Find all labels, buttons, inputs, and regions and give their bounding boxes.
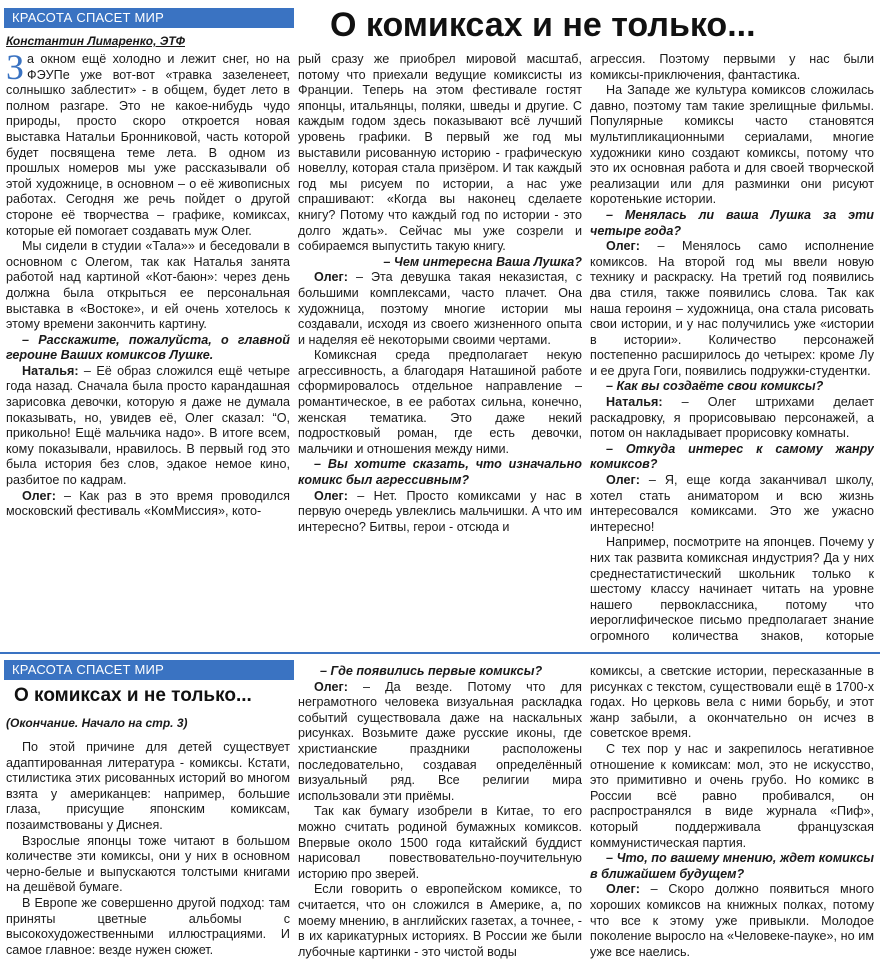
question: – Менялась ли ваша Лушка за эти четыре года? <box>590 207 874 238</box>
paragraph: Взрослые японцы тоже читают в большом количестве эти комиксы, они у них в основном черно-белые и выпускаются толстыми книгами на дешёвой бумаге. <box>6 833 290 895</box>
paragraph: Мы сидели в студии «Тала»» и беседовали в основном с Олегом, так как Наталья занята работой над картиной «Кот-баюн»: через день должна была открыться ее персональная выставка в «Востоке», и ей очень хотелось к этому времени закончить картину. <box>6 239 290 332</box>
speaker: Олег: <box>22 488 56 503</box>
headline-bottom: О комиксах и не только... <box>14 685 252 706</box>
answer: – Нет. Просто комиксами у нас в первую очередь увлеклись мальчишки. А что им интересно? Битвы, герои - отсюда и <box>298 488 582 534</box>
speaker: Олег: <box>314 488 348 503</box>
answer: – Эта девушка такая неказистая, с большими комплексами, часто плачет. Она художница, поэтому многие истории мы создавали, исходя из своего жизненного опыта и наделяя её некоторыми своими чертами. <box>298 270 582 347</box>
answer: – Как раз в это время проводился московский фестиваль «КомМиссия», кото- <box>6 488 290 519</box>
paragraph: рый сразу же приобрел мировой масштаб, потому что приехали ведущие комиксисты из Франции. Теперь на этом фестивале гостят японцы, итальянцы, поляки, шведы и другие. С каждым годом здесь показывают всё лучший уровень графики. В первый же год мы выставили рисованную историю - графическую новеллу, которая стала призёром. И так каждый год мы рисуем по истории, а нас уже спрашивают: «Когда вы наконец сделаете книгу? Потому что каждый год по истории - это долго ждать». Сейчас мы уже созрели и собираемся выпустить такую книгу. <box>298 52 582 254</box>
question: – Как вы создаёте свои комиксы? <box>606 379 824 394</box>
speaker: Наталья: <box>22 363 79 378</box>
answer: – Её образ сложился ещё четыре года назад. Сначала была просто карандашная зарисовка девочки, которую я даже не думала показывать, но, увидев её, Олег сказал: “О, прикольно! Ещё мальчика надо». В итоге всем, кому показывали, нравилось. В первый год это была история без слов, эдакое немое кино, разбитое по кадрам. <box>6 363 290 488</box>
paragraph: агрессия. Поэтому первыми у нас были комиксы-приключения, фантастика. <box>590 52 874 82</box>
speaker: Олег: <box>606 239 640 254</box>
paragraph: Если говорить о европейском комиксе, то считается, что он сложился в Америке, а, по моему мнению, в английских газетах, а точнее, - в их карикатурных историях. В России же были лубочные картинки - это чистой воды <box>298 882 582 959</box>
question: – Чем интересна Ваша Лушка? <box>383 254 582 269</box>
question: – Откуда интерес к самому жанру комиксов? <box>590 441 874 472</box>
question: – Что, по вашему мнению, ждет комиксы в ближайшем будущем? <box>590 851 874 881</box>
speaker: Олег: <box>314 679 348 694</box>
bottom-column-1 <box>6 740 290 962</box>
headline-top: О комиксах и не только... <box>330 6 756 44</box>
paragraph: На Западе же культура комиксов сложилась давно, поэтому там такие зрелищные фильмы. Популярные комиксы часто становятся мультипликационными сериалами, многие художники кино создают комиксы, потому что это их основная работа и для своей творческой реализации или для разминки они рисуют коротенькие истории. <box>590 83 874 207</box>
speaker: Олег: <box>606 882 640 897</box>
paragraph: Например, посмотрите на японцев. Почему у них так развита комиксная индустрия? Да у них среднестатистический школьник только к шестому классу начинает читать на уровне нашего первоклассника, потому что иероглифическое письмо предполагает знание огромного количества знаков, которые <box>590 535 874 643</box>
rubric-bottom: КРАСОТА СПАСЕТ МИР <box>4 660 294 680</box>
answer: – Олег штрихами делает раскадровку, я прорисовываю персонажей, а потом он накладывает прорисовку комнаты. <box>590 395 874 441</box>
top-column-2 <box>298 52 582 646</box>
speaker: Олег: <box>314 270 348 285</box>
continuation-from: (Окончание. Начало на стр. 3) <box>6 716 188 730</box>
paragraph: В Европе же совершенно другой подход: там приняты цветные альбомы с высокохудожественными иллюстрациями. И самое главное: везде нужен сюжет. <box>6 895 290 957</box>
question: – Вы хотите сказать, что изначально комикс был агрессивным? <box>298 457 582 488</box>
top-column-1 <box>6 52 290 646</box>
paragraph: Так как бумагу изобрели в Китае, то его можно считать родиной бумажных комиксов. Впервые около 1500 года китайский буддист нарисовал повествовательно-поучительную историю про зверей. <box>298 804 582 881</box>
answer: – Да везде. Потому что для неграмотного человека визуальная раскладка событий существовала даже на наскальных рисунках. Возьмите даже русские иконы, где христианские праздники расположены последовательно, создавая определённый визуальный ряд. Все религии мира использовали эти приёмы. <box>298 679 582 803</box>
answer: – Скоро должно появиться много хороших комиксов на книжных полках, потому что все к этому уже привыкли. Молодое поколение выросло на «Человеке-пауке», но им уже все наелись. <box>590 882 874 959</box>
drop-cap: З <box>6 52 25 87</box>
paragraph: Комиксная среда предполагает некую агрессивность, а благодаря Наташиной работе сформировалось отдельное направление – романтическое, в ее работах сильна, конечно, женская тематика. Это даже некий подростковый роман, где есть девочки, мальчики и отношения между ними. <box>298 348 582 456</box>
paragraph: комиксы, а светские истории, пересказанные в рисунках с текстом, существовали ещё в 1700-х годах. Но церковь вела с ними борьбу, и этот жанр забыли, а окончательно он исчез в советское время. <box>590 664 874 741</box>
byline: Константин Лимаренко, ЭТФ <box>6 34 185 48</box>
rubric-top: КРАСОТА СПАСЕТ МИР <box>4 8 294 28</box>
answer: – Я, еще когда заканчивал школу, хотел стать аниматором и всю жизнь интересовался комиксами. Это же ужасно интересно! <box>590 473 874 534</box>
bottom-column-2 <box>298 664 582 962</box>
paragraph: С тех пор у нас и закрепилось негативное отношение к комиксам: мол, это не искусство, это примитивно и очень грубо. Но комикс в России всё равно пробивался, он распространялся в виде журнала «Пиф», который поддерживала французская коммунистическая партия. <box>590 741 874 850</box>
answer: – Менялось само исполнение комиксов. На второй год мы ввели новую технику и раскраску. На третий год появились два стиля, также появились слова. Так как наша героиня – художница, она стала рисовать свои истории, и у нас получились уже «истории в истории». Количество персонажей постепенно расширилось до четырех: кроме Лу и ее друга Гоги, появились подружки-студентки. <box>590 239 874 378</box>
question: – Где появились первые комиксы? <box>320 664 543 678</box>
question: – Расскажите, пожалуйста, о главной героине Ваших комиксов Лушке. <box>6 332 290 363</box>
intro-text: а окном ещё холодно и лежит снег, но на ФЭУПе уже вот-вот «травка зазеленеет, солнышко заблестит» - в общем, будет лето в полном разгаре. Это не какое-нибудь чудо природы, просто скоро откроется новая выставка Натальи Бронниковой, часть которой будет посвящена теме лета. В одном из прошлых номеров мы уже рассказывали об этой художнице, в основном – о её живописных работах. Сегодня же речь пойдет о другой стороне её творчества – графике, комиксах, которые ей помогает создавать муж Олег. <box>6 52 290 238</box>
speaker: Олег: <box>606 473 640 488</box>
paragraph: По этой причине для детей существует адаптированная литература - комиксы. Кстати, стилистика этих рисованных историй во многом взята у американцев: например, большие глаза, присущие японским комиксам, позаимствованы у Диснея. <box>6 740 290 832</box>
top-column-3 <box>590 52 874 646</box>
bottom-column-3 <box>590 664 874 962</box>
speaker: Наталья: <box>606 395 663 410</box>
article-divider <box>0 652 880 654</box>
